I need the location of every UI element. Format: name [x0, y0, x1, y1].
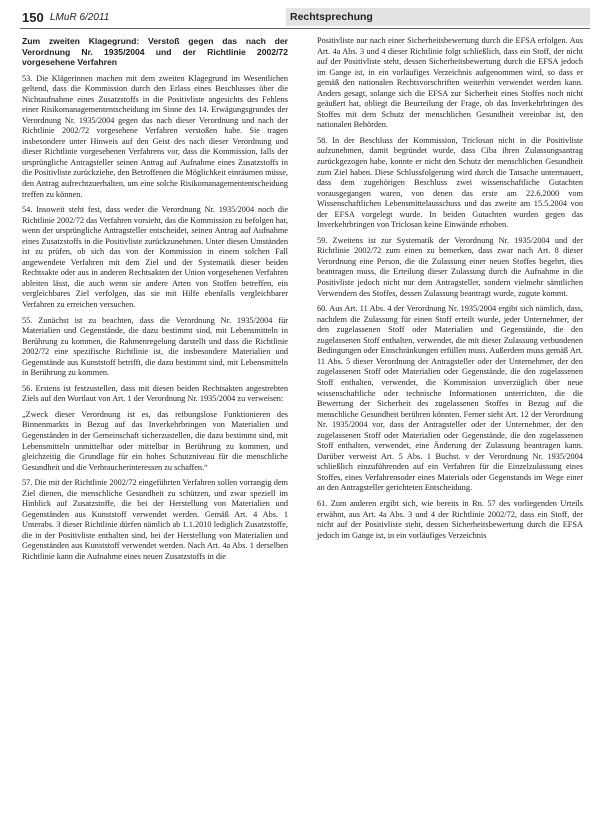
paragraph-57: 57. Die mit der Richtlinie 2002/72 eingeführten Verfahren sollen vorrangig dem Ziel dienen, die menschliche Gesundheit zu schützen, und zwar speziell im Hinblick auf Zusatzstoffe, die bei der Herstellung von Materialien und Gegenständen aus Kunststoff verwendet werden. Gemäß Art. 4 Abs. 1 Unterabs. 3 dieser Richtlinie dürfen nämlich ab 1.1.2010 lediglich Zusatzstoffe, die in der Positivliste enthalten sind, bei der Herstellung von Materialien und Gegenständen aus Kunststoff verwendet werden. Nach Art. 4a Abs. 1 derselben Richtlinie kann die Aufnahme eines neuen Zusatzstoffs in die [22, 478, 288, 562]
section-title: Rechtsprechung [286, 8, 590, 26]
right-column [317, 36, 583, 546]
quoted-article: „Zweck dieser Verordnung ist es, das reibungslose Funktionieren des Binnenmarkts in Bezug auf das Inverkehrbringen von Materialien und Gegenständen in der Gemeinschaft sicherzustellen, die dazu bestimmt sind, mit Lebensmitteln unmittelbar oder mittelbar in Berührung zu kommen, und gleichzeitig die Grundlage für ein hohes Schutzniveau für die menschliche Gesundheit und die Verbraucherinteressen zu schaffen.“ [22, 409, 288, 472]
left-column [22, 36, 288, 568]
section-heading: Zum zweiten Klagegrund: Verstoß gegen das nach der Verordnung Nr. 1935/2004 und der Richtlinie 2002/72 vorgesehene Verfahren [22, 36, 288, 67]
page-header [20, 10, 590, 28]
paragraph-58: 58. In der Beschluss der Kommission, Triclosan nicht in die Positivliste aufzunehmen, damit begründet wurde, dass Ciba ihren Zulassungsantrag zurückgezogen habe, konnte er nicht den Schutz der menschlichen Gesundheit zum Ziel haben. Diese Schlussfolgerung wird durch die Tatsache untermauert, dass dem zugehörigen Beschluss zwei wissenschaftliche Gutachten vorausgegangen waren, von denen das erste am 22.6.2000 vom Wissenschaftlichen Lebensmittelausschuss und das zweite am 15.5.2004 von der EFSA vorgelegt wurde. In beiden Gutachten wurden gegen das Inverkehrbringen von Triclosan keine Einwände erhoben. [317, 135, 583, 230]
paragraph-56: 56. Erstens ist festzustellen, dass mit diesen beiden Rechtsakten angestrebten Ziels auf den Wortlaut von Art. 1 der Verordnung Nr. 1935/2004 zu verweisen: [22, 383, 288, 404]
paragraph-54: 54. Insoweit steht fest, dass weder die Verordnung Nr. 1935/2004 noch die Richtlinie 2002/72 das Verfahren vorsieht, das die Kommission zu befolgen hat, wenn der ursprüngliche Antragsteller entscheidet, seinen Antrag auf Aufnahme eines Zusatzstoffs in die Positivliste zurückzunehmen. Unter diesen Umständen ist zu prüfen, ob sich das von der Kommission in einem solchen Fall angewendete Verfahren mit dem Ziel und der Systematik dieser beiden Rechtsakte oder aus in anderen Rechtsakten der Union vorgesehenen Verfahren ableiten lässt, die auch wenn sie andere Arten von Stoffen betreffen, ein vergleichbares Ziel verfolgen, das sie mit Hilfe ebenfalls vergleichbarer Verfahren zu erreichen versuchen. [22, 205, 288, 309]
paragraph-59: 59. Zweitens ist zur Systematik der Verordnung Nr. 1935/2004 und der Richtlinie 2002/72 zum einen zu bemerken, dass zwar nach Art. 8 dieser Verordnung eine Person, die die Zulassung einer neuen Stoffes begehrt, dies beantragen muss, die Erteilung dieser Zulassung durch die Aufnahme in die Positivliste jedoch nicht nur dem Antragsteller, sondern vielmehr sämtlichen Verwendern des Stoffes, dessen Zulassung beantragt wurde, zugute kommt. [317, 235, 583, 298]
header-rule [20, 28, 590, 29]
paragraph-61: 61. Zum anderen ergibt sich, wie bereits in Rn. 57 des vorliegenden Urteils erwähnt, aus Art. 4a Abs. 3 und 4 der Richtlinie 2002/72, dass ein Stoff, der nicht auf der Positivliste steht, dessen Sicherheitsbewertung durch die EFSA jedoch im Gange ist, in ein vorläufiges Verzeichnis [317, 498, 583, 540]
paragraph-60: 60. Aus Art. 11 Abs. 4 der Verordnung Nr. 1935/2004 ergibt sich nämlich, dass, nachdem die Zulassung für einen Stoff erteilt wurde, jeder Unternehmer, der den zugelassenen Stoff oder Materialien und Gegenstände, die den zugelassenen Stoff enthalten, verwendet, die mit dieser Zulassung verbundenen Bedingungen oder Einschränkungen erfüllen muss. Außerdem muss gemäß Art. 11 Abs. 5 dieser Verordnung der Antragsteller oder der Unternehmer, der den zugelassenen Stoff oder Materialien oder Gegenstände, die den zugelassenen Stoff enthalten, verwendet, die Kommission unverzüglich über neue wissenschaftliche oder technische Informationen unterrichten, die die Bewertung der Sicherheit des zugelassenen Stoffes in Bezug auf die menschliche Gesundheit berühren könnten. Ferner sieht Art. 12 der Verordnung Nr. 1935/2004 vor, dass der Antragsteller oder der Unternehmer, der den zugelassenen Stoff oder Materialien oder Gegenstände, die den zugelassenen Stoff enthalten, verwendet, eine Änderung der Zulassung beantragen kann. Darüber verweist Art. 5 Abs. 1 Buchst. v der Verordnung Nr. 1935/2004 schließlich einzuführenden auf ein Verfahren für die Einzelzulassung eines Stoffes, eines Verfahrensoder eines Materials oder Gegenstands im Wege einer an den Antragsteller gerichteten Entscheidung. [317, 304, 583, 493]
journal-reference: LMuR 6/2011 [50, 12, 110, 23]
paragraph-55: 55. Zunächst ist zu beachten, dass die Verordnung Nr. 1935/2004 für Materialien und Gegenstände, die dazu bestimmt sind, mit Lebensmitteln in Berührung zu kommen, die Rahmenregelung darstellt und dass die Richtlinie 2002/72 eine spezifische Richtlinie ist, die insbesondere Materialien und Gegenstände aus Kunststoff betrifft, die dazu bestimmt sind, mit Lebensmitteln in Berührung zu kommen. [22, 315, 288, 378]
paragraph-53: 53. Die Klägerinnen machen mit dem zweiten Klagegrund im Wesentlichen geltend, dass die Kommission durch den Erlass eines Beschlusses über die Nichtaufnahme eines Zusatzstoffs in die Positivliste angesichts des Fehlens einer Risikomanagemententscheidung im Sinne des 14. Erwägungsgrundes der Verordnung Nr. 1935/2004 gegen das nach dieser Verordnung und nach der Richtlinie 2002/72 vorgesehene Verfahren verstoßen habe. Sie tragen insbesondere unter Hinweis auf den Geist des nach dieser Verordnung und dieser Richtlinie vorgesehenen Verfahrens vor, dass die Kommission, falls der ursprüngliche Antragsteller seinen Antrag auf Aufnahme eines Zusatzstoffs in die Positivliste zurückziehe, den Betroffenen die Möglichkeit einräumen müsse, den Antrag aufrechtzuerhalten, um eine solche Risikomanagemententscheidung treffen zu können. [22, 73, 288, 199]
paragraph-57-cont: Positivliste nur nach einer Sicherheitsbewertung durch die EFSA erfolgen. Aus Art. 4a Abs. 3 und 4 dieser Richtlinie folgt schließlich, dass ein Stoff, der nicht auf der Positivliste steht, dessen Sicherheitsbewertung durch die EFSA jedoch im Gange ist, in ein vorläufiges Verzeichnis aufgenommen wird, so dass er gemäß den nationalen Rechtsvorschriften weiterhin verwendet werden kann. Anders gesagt, solange sich die EFSA zur Sicherheit eines Stoffes noch nicht geäußert hat, obliegt die Beurteilung der Frage, ob das Inverkehrbringen des Stoffes mit dem Schutz der menschlichen Gesundheit vereinbar ist, den nationalen Behörden. [317, 36, 583, 130]
page-number: 150 [22, 10, 44, 25]
